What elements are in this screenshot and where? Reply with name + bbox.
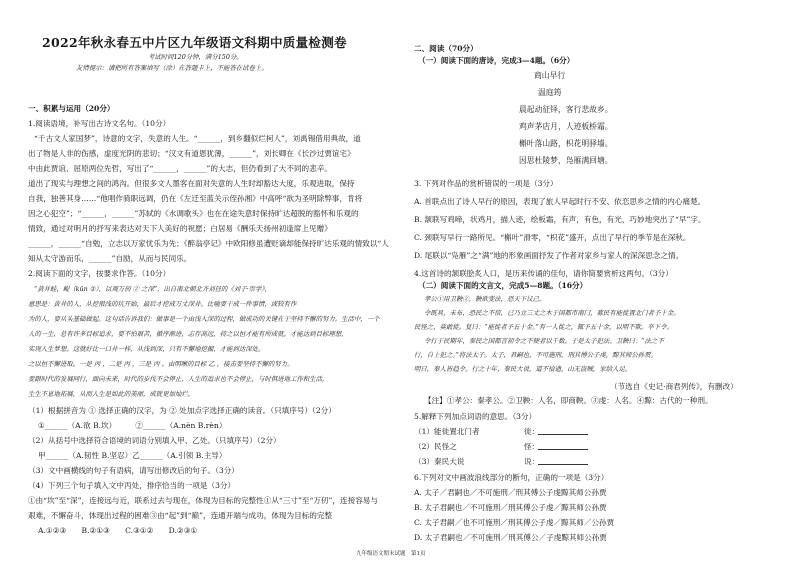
q2-sub: ①______（A.欲 B.坎） ②______（A.nèn B.rèn） [38, 421, 227, 430]
q3-stem: 3. 下列对作品的赏析错误的一项是（3分） [414, 179, 558, 188]
q1-line: 自我，独善其身……“他唱作骑职远调，仍在《左迁至蓝关示侄孙湘》中高呼“欲为圣明除弊事，肯将 [28, 194, 363, 203]
classical-line: 民怪之，莫敢徙。复曰：“能徙者予五十金。”有一人徙之，辄予五十金，以明不欺。卒下令。 [414, 323, 673, 331]
classical-line: 明日，秦人皆趋令。行之十年，秦民大说，道不拾遗，山无盗贼，家给人足。 [414, 365, 632, 373]
q3-option: B. 颔联写鸡啼，状鸡月，描人迹，绘板霜，有声，有色，有光，巧妙地突出了“早”字。 [414, 215, 706, 224]
exam-note: 友情提示：请把所有答案填写（涂）在答题卡上，不能答在试卷上。 [76, 64, 268, 72]
q2-passage-line: “黄井蛙，鲲（kūn ①），以观万仞 ② 之深”，出自南北朝北齐刘昼的《刘子·崇学》， [34, 285, 271, 293]
q5-stem: 5.解释下列加点词语的意思。（3分） [414, 412, 537, 421]
q3-option: A. 首联点出了诗人早行的原因，表现了旅人早起时行不安、依恋思乡之情的内心痛楚。 [414, 197, 706, 206]
poem-author: 温庭筠 [538, 88, 562, 97]
q3-option: C. 颈联写早行一路所见。“槲叶”滑零，“枳花”盛开，点出了早行的季节是在深秋。 [414, 233, 691, 242]
q5-phrase: （1）能徙置北门者 [414, 427, 480, 436]
q5-item-2 [414, 441, 457, 452]
q5-key: 徙： [524, 427, 540, 436]
sec1-heading: （一）阅读下面的唐诗，完成3—4题。（6分） [418, 56, 575, 65]
q2-passage-line: 实现人生梦想。这就好比一口井一样，从浅到深，只有不懈地挖掘，才能到达深处。 [28, 345, 265, 353]
page-title: 2022年秋永春五中片区九年级语文科期中质量检测卷 [42, 35, 347, 50]
classical-notes: 【注】①孝公：秦孝公。②卫鞅：人名，即商鞅。③虔：人名。④黥：古代的一种刑。 [424, 396, 713, 405]
classical-source: （节选自《史记·商君列传》，有删改） [610, 382, 738, 391]
q5-answer-line-1[interactable] [538, 434, 588, 435]
q2-passage-line: 意思是：黄井的人，从挖很浅的坑开始，最后才挖成万丈深井。比喻要干成一件事情，或较有作 [28, 300, 297, 308]
q1-line: 因之心犯空”；“______，______”苏轼的《水调歌头》也在在途失意时保持旷达超脱的豁怀和乐观的 [28, 209, 359, 218]
q2-sub: ①由“坎”至“深”，连接远与近，联系过去与现在，体现为目标的完整性①从“三寸”至“万仞”，连接容易与 [28, 496, 378, 505]
poem-line: 槲叶落山路，枳花明驿墙。 [519, 139, 613, 148]
q5-item-3 [414, 456, 464, 467]
classical-line: 令行于民期年，秦民之国都言初令之不便者以千数。于是太子犯法。卫鞅曰：“法之不 [424, 337, 664, 345]
classical-line: 行，自上犯之。”将法太子。太子，君嗣也，不可施刑，刑其傅公子虔，黥其师公孙贾。 [414, 351, 657, 359]
page-footer: 九年级语文期末试题 第1页 [356, 551, 426, 557]
part2-heading: 二、阅读（70分） [414, 44, 478, 53]
q6-option: C. 太子君嗣／也不可施刑／刑其傅公子虔／黥其师／公孙贾 [414, 518, 615, 527]
q1-line: 出了物是人非的伤感，虚度光阴的悲切；“汉文有道恩犹薄，______”，刘长卿在《长沙过贾谊宅》 [28, 149, 355, 158]
q5-key: 说： [524, 457, 540, 466]
q5-answer-line-2[interactable] [538, 449, 588, 450]
q2-passage-line: 要跟时代的发展同行，面向未来，时代的步伐不会停止，人生的追求也不会停止，与时俱进地工作和生活， [28, 375, 329, 383]
q1-line: 道出了现实与理想之间的鸿沟。但很多文人墨客在面对失意的人生时却豁达大度，乐观进取，保持 [28, 179, 355, 188]
part1-heading: 一、积累与运用（20分） [28, 104, 115, 113]
q2-passage-line: 为的人，要从头基础做起。这句话告诉我们：做事是一个由浅入深的过程，做成功的关键在于坚持不懈的努力。生活中，一个 [28, 315, 380, 323]
q2-sub: （4）下列三个句子填入文中丙处，排序恰当的一项是（3分） [28, 481, 236, 490]
poem-line: 因思杜陵梦，凫雁满回塘。 [519, 156, 613, 165]
q1-line: 中由此贾谊、屈原两位先哲，写出了“______，______”的大志，但仍看到了大不同的悲辛。 [28, 164, 332, 173]
classical-line: 令既具，未布，恐民之不信，已乃立三丈之木于国都市南门，募民有能徙置北门者予十金。 [424, 309, 680, 317]
q2-passage-line: 生生不息地拓展，从而人生是如此的美丽，成就更加灿烂。 [28, 390, 195, 398]
poem-title: 商山早行 [534, 71, 566, 80]
q2-sub: （3）文中画横线的句子有语病，请写出修改后的句子。（3分） [28, 466, 239, 475]
q3-option: D. 尾联以“凫雁”之“满”地的形象画面抒发了作者对家乡与家人的深深思念之情。 [414, 251, 684, 260]
exam-meta: 考试时间120分钟，满分150分。 [148, 53, 243, 61]
q1-line: 1.阅读语境，补写出古诗文名句。（10分） [28, 119, 171, 128]
poem-line: 鸡声茅店月，人迹板桥霜。 [519, 122, 613, 131]
q2-sub: （1）根据拼音为 ① 选择正确的汉字，为 ② 处加点字选择正确的读音。（只填序号）（2分） [28, 406, 336, 415]
q5-answer-line-3[interactable] [538, 464, 588, 465]
q6-option: D. 太子君嗣也／不可施刑／刑其傅公／子虔黥其师公孙贾 [414, 533, 607, 542]
q2-passage-line: 之以恒不懈进取。一是 丙 ，二是 丙 ，三是 丙 。由明晰的目标 乙 ，接击要坚持不懈的努力。 [28, 360, 294, 368]
q2-stem: 2.阅读下面的文字，按要求作答。（10分） [28, 269, 171, 278]
q6-option: A. 太子／君嗣也／不可施刑／刑其傅公子虔黥其师公孙贾 [414, 488, 607, 497]
poem-line: 晨起动征铎，客行悲故乡。 [519, 105, 613, 114]
q2-options: A.①②③ B.②①③ C.③①② D.②③① [38, 526, 198, 535]
q1-line: ______，______“自勉，立志以万家忧乐为先；《醉翁亭记》中欧阳修虽遭贬谪却能保持旷达乐观的情致以“人 [28, 239, 389, 248]
q2-sub: 艰难，不懈奋斗，体现出过程的困难③由“起”到“巅”，连通开端与成功，体现为目标的完整 [28, 511, 333, 520]
q2-sub: 甲______（A.韧性 B.坚忍）乙______（A.引领 B.主导） [38, 451, 227, 460]
classical-line: 孝公①用卫鞅②，鞅欲变法，恐天下议己。 [424, 295, 546, 303]
q5-key: 怪： [524, 442, 540, 451]
q6-stem: 6.下列对文中画波浪线部分的断句，正确的一项是（3分） [414, 473, 609, 482]
q6-option: B. 太子君嗣也／不可施刑／刑其傅公子虔／黥其师公孙贾 [414, 503, 607, 512]
q2-passage-line: 人的一生，总有许多目标追求，要不怕艰苦，循序渐进，志存高远，持之以恒才能有所成就。才能达到目标理想， [28, 330, 348, 338]
q5-item-1 [414, 426, 480, 437]
q5-phrase: （3）秦民大说 [414, 457, 465, 466]
q2-sub: （2）从括号中选择符合语境的词语分别填入甲、乙处。（只填序号）（2分） [28, 436, 281, 445]
q4-stem: 4.这首诗的颔联脍炙人口，是历来传诵的佳句，请你简要赏析这两句。（3分） [414, 269, 673, 278]
q1-line: “千古文人家国梦”，诗意的文字，失意的人生。“______，到乡翻似烂柯人”，刘禹锡借用典故，道 [34, 134, 361, 143]
sec2-heading: （二）阅读下面的文言文，完成5—8题。（16分） [418, 281, 588, 290]
q1-line: 知从太守游而乐，______”自励，从而与民同乐。 [28, 254, 192, 263]
q1-line: 情致，通过对明月的抒写来表达对天下人美好的祝愿；白居易《酬乐天扬州初逢席上见赠》 [28, 224, 332, 233]
q5-phrase: （2）民怪之 [414, 442, 457, 451]
